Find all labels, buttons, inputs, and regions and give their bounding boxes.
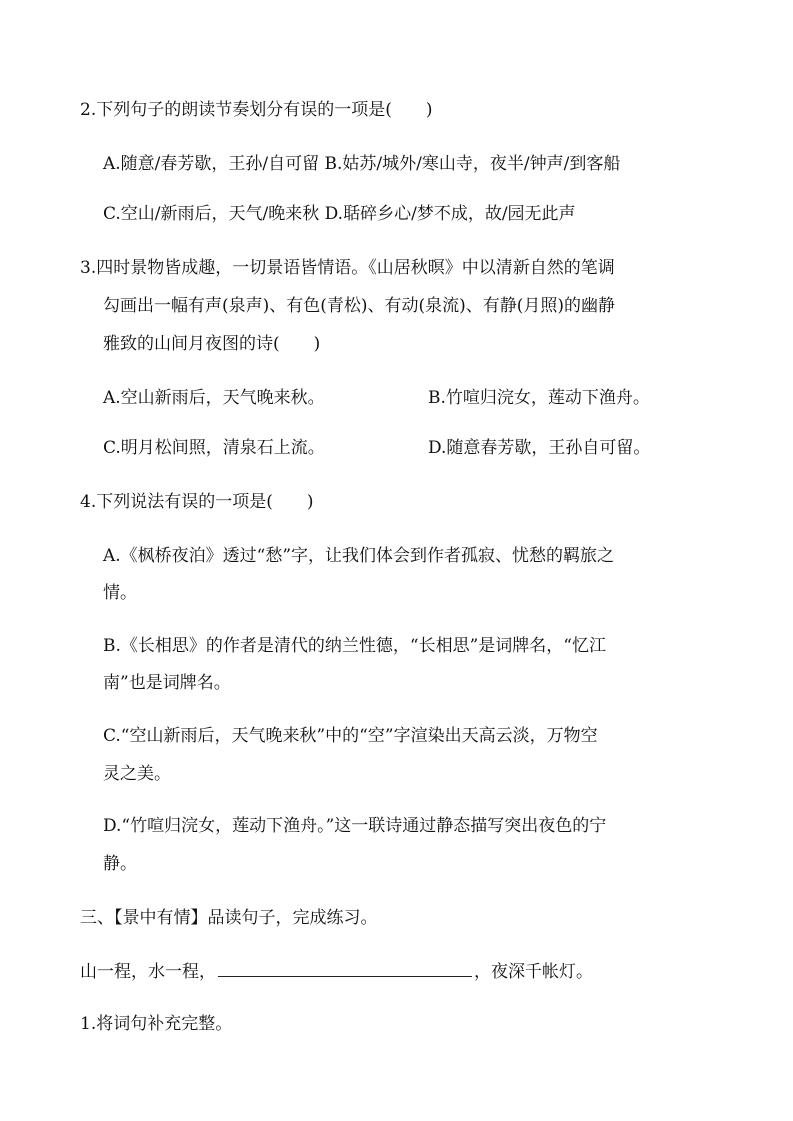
poem-text-after: ，夜深千帐灯。: [474, 962, 593, 982]
q3-stem-line-1: 3.四时景物皆成趣，一切景语皆情语。《山居秋暝》中以清新自然的笔调: [80, 258, 615, 278]
q3-option-b: B.竹喧归浣女，莲动下渔舟。: [428, 388, 650, 408]
q4-option-c-line-2: 灵之美。: [103, 764, 171, 784]
q2-options-line-1: A.随意/春芳歇，王孙/自可留 B.姑苏/城外/寒山寺，夜半/钟声/到客船: [103, 154, 621, 174]
poem-text-before: 山一程，水一程，: [80, 962, 216, 982]
q2-options-line-2: C.空山/新雨后，天气/晚来秋 D.聒碎乡心/梦不成，故/园无此声: [103, 204, 576, 224]
q4-option-c-line-1: C.“空山新雨后，天气晚来秋”中的“空”字渲染出天高云淡，万物空: [103, 726, 598, 746]
q4-option-d-line-1: D.“竹喧归浣女，莲动下渔舟。”这一联诗通过静态描写突出夜色的宁: [103, 816, 607, 836]
q3-option-c: C.明月松间照，清泉石上流。: [103, 438, 325, 458]
q3-stem-line-2: 勾画出一幅有声(泉声)、有色(青松)、有动(泉流)、有静(月照)的幽静: [103, 296, 616, 316]
fill-in-blank[interactable]: [218, 958, 472, 977]
q4-option-a-line-2: 情。: [103, 583, 137, 603]
section-3-heading: 三、【景中有情】品读句子，完成练习。: [80, 908, 378, 928]
section-3-item-1: 1.将词句补充完整。: [80, 1014, 233, 1034]
q4-option-b-line-1: B.《长相思》的作者是清代的纳兰性德，“长相思”是词牌名，“忆江: [103, 636, 606, 656]
q3-option-d: D.随意春芳歇，王孙自可留。: [428, 438, 651, 458]
q4-option-d-line-2: 静。: [103, 854, 137, 874]
poem-fill-line: [80, 958, 593, 984]
q4-option-b-line-2: 南”也是词牌名。: [103, 673, 231, 693]
q3-stem-line-3: 雅致的山间月夜图的诗( ): [103, 334, 321, 354]
q4-stem: 4.下列说法有误的一项是( ): [80, 492, 314, 512]
q2-stem: 2.下列句子的朗读节奏划分有误的一项是( ): [80, 100, 433, 120]
q4-option-a-line-1: A.《枫桥夜泊》透过“愁”字，让我们体会到作者孤寂、忧愁的羁旅之: [103, 546, 615, 566]
q3-option-a: A.空山新雨后，天气晚来秋。: [103, 388, 325, 408]
